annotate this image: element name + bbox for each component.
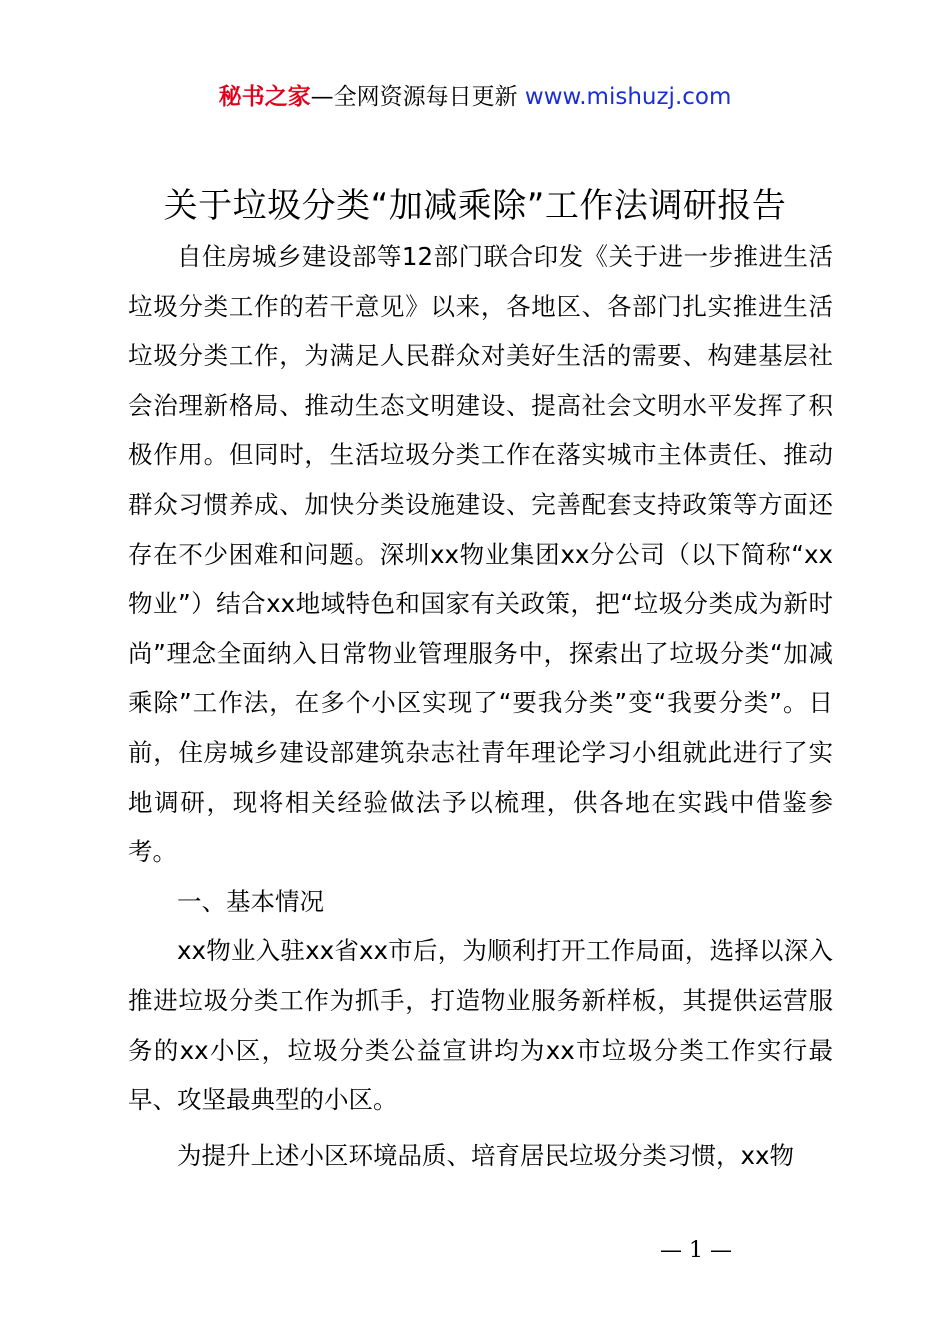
header-tagline: —全网资源每日更新 [310,84,518,110]
site-header [0,80,950,114]
paragraph-intro: 自住房城乡建设部等12部门联合印发《关于进一步推进生活垃圾分类工作的若干意见》以来，各地区、各部门扎实推进生活垃圾分类工作，为满足人民群众对美好生活的需要、构建基层社会治理新格局、推动生态文明建设、提高社会文明水平发挥了积极作用。但同时，生活垃圾分类工作在落实城市主体责任、推动群众习惯养成、加快分类设施建设、完善配套支持政策等方面还存在不少困难和问题。深圳xx物业集团xx分公司（以下简称“xx物业”）结合xx地域特色和国家有关政策，把“垃圾分类成为新时尚”理念全面纳入日常物业管理服务中，探索出了垃圾分类“加减乘除”工作法，在多个小区实现了“要我分类”变“我要分类”。日前，住房城乡建设部建筑杂志社青年理论学习小组就此进行了实地调研，现将相关经验做法予以梳理，供各地在实践中借鉴参考。 [128,242,833,867]
page-number: — 1 — [660,1238,732,1263]
paragraph-basic-situation: xx物业入驻xx省xx市后，为顺利打开工作局面，选择以深入推进垃圾分类工作为抓手，打造物业服务新样板，其提供运营服务的xx小区，垃圾分类公益宣讲均为xx市垃圾分类工作实行最早、攻坚最典型的小区。 [128,936,833,1115]
document-body [128,232,833,1180]
paragraph-continuation: 为提升上述小区环境品质、培育居民垃圾分类习惯，xx物 [177,1140,794,1170]
section-heading-basic-situation: 一、基本情况 [177,886,324,916]
brand-name: 秘书之家 [218,84,311,110]
document-title: 关于垃圾分类“加减乘除”工作法调研报告 [163,186,787,226]
site-url-link[interactable]: www.mishuzj.com [524,84,732,110]
